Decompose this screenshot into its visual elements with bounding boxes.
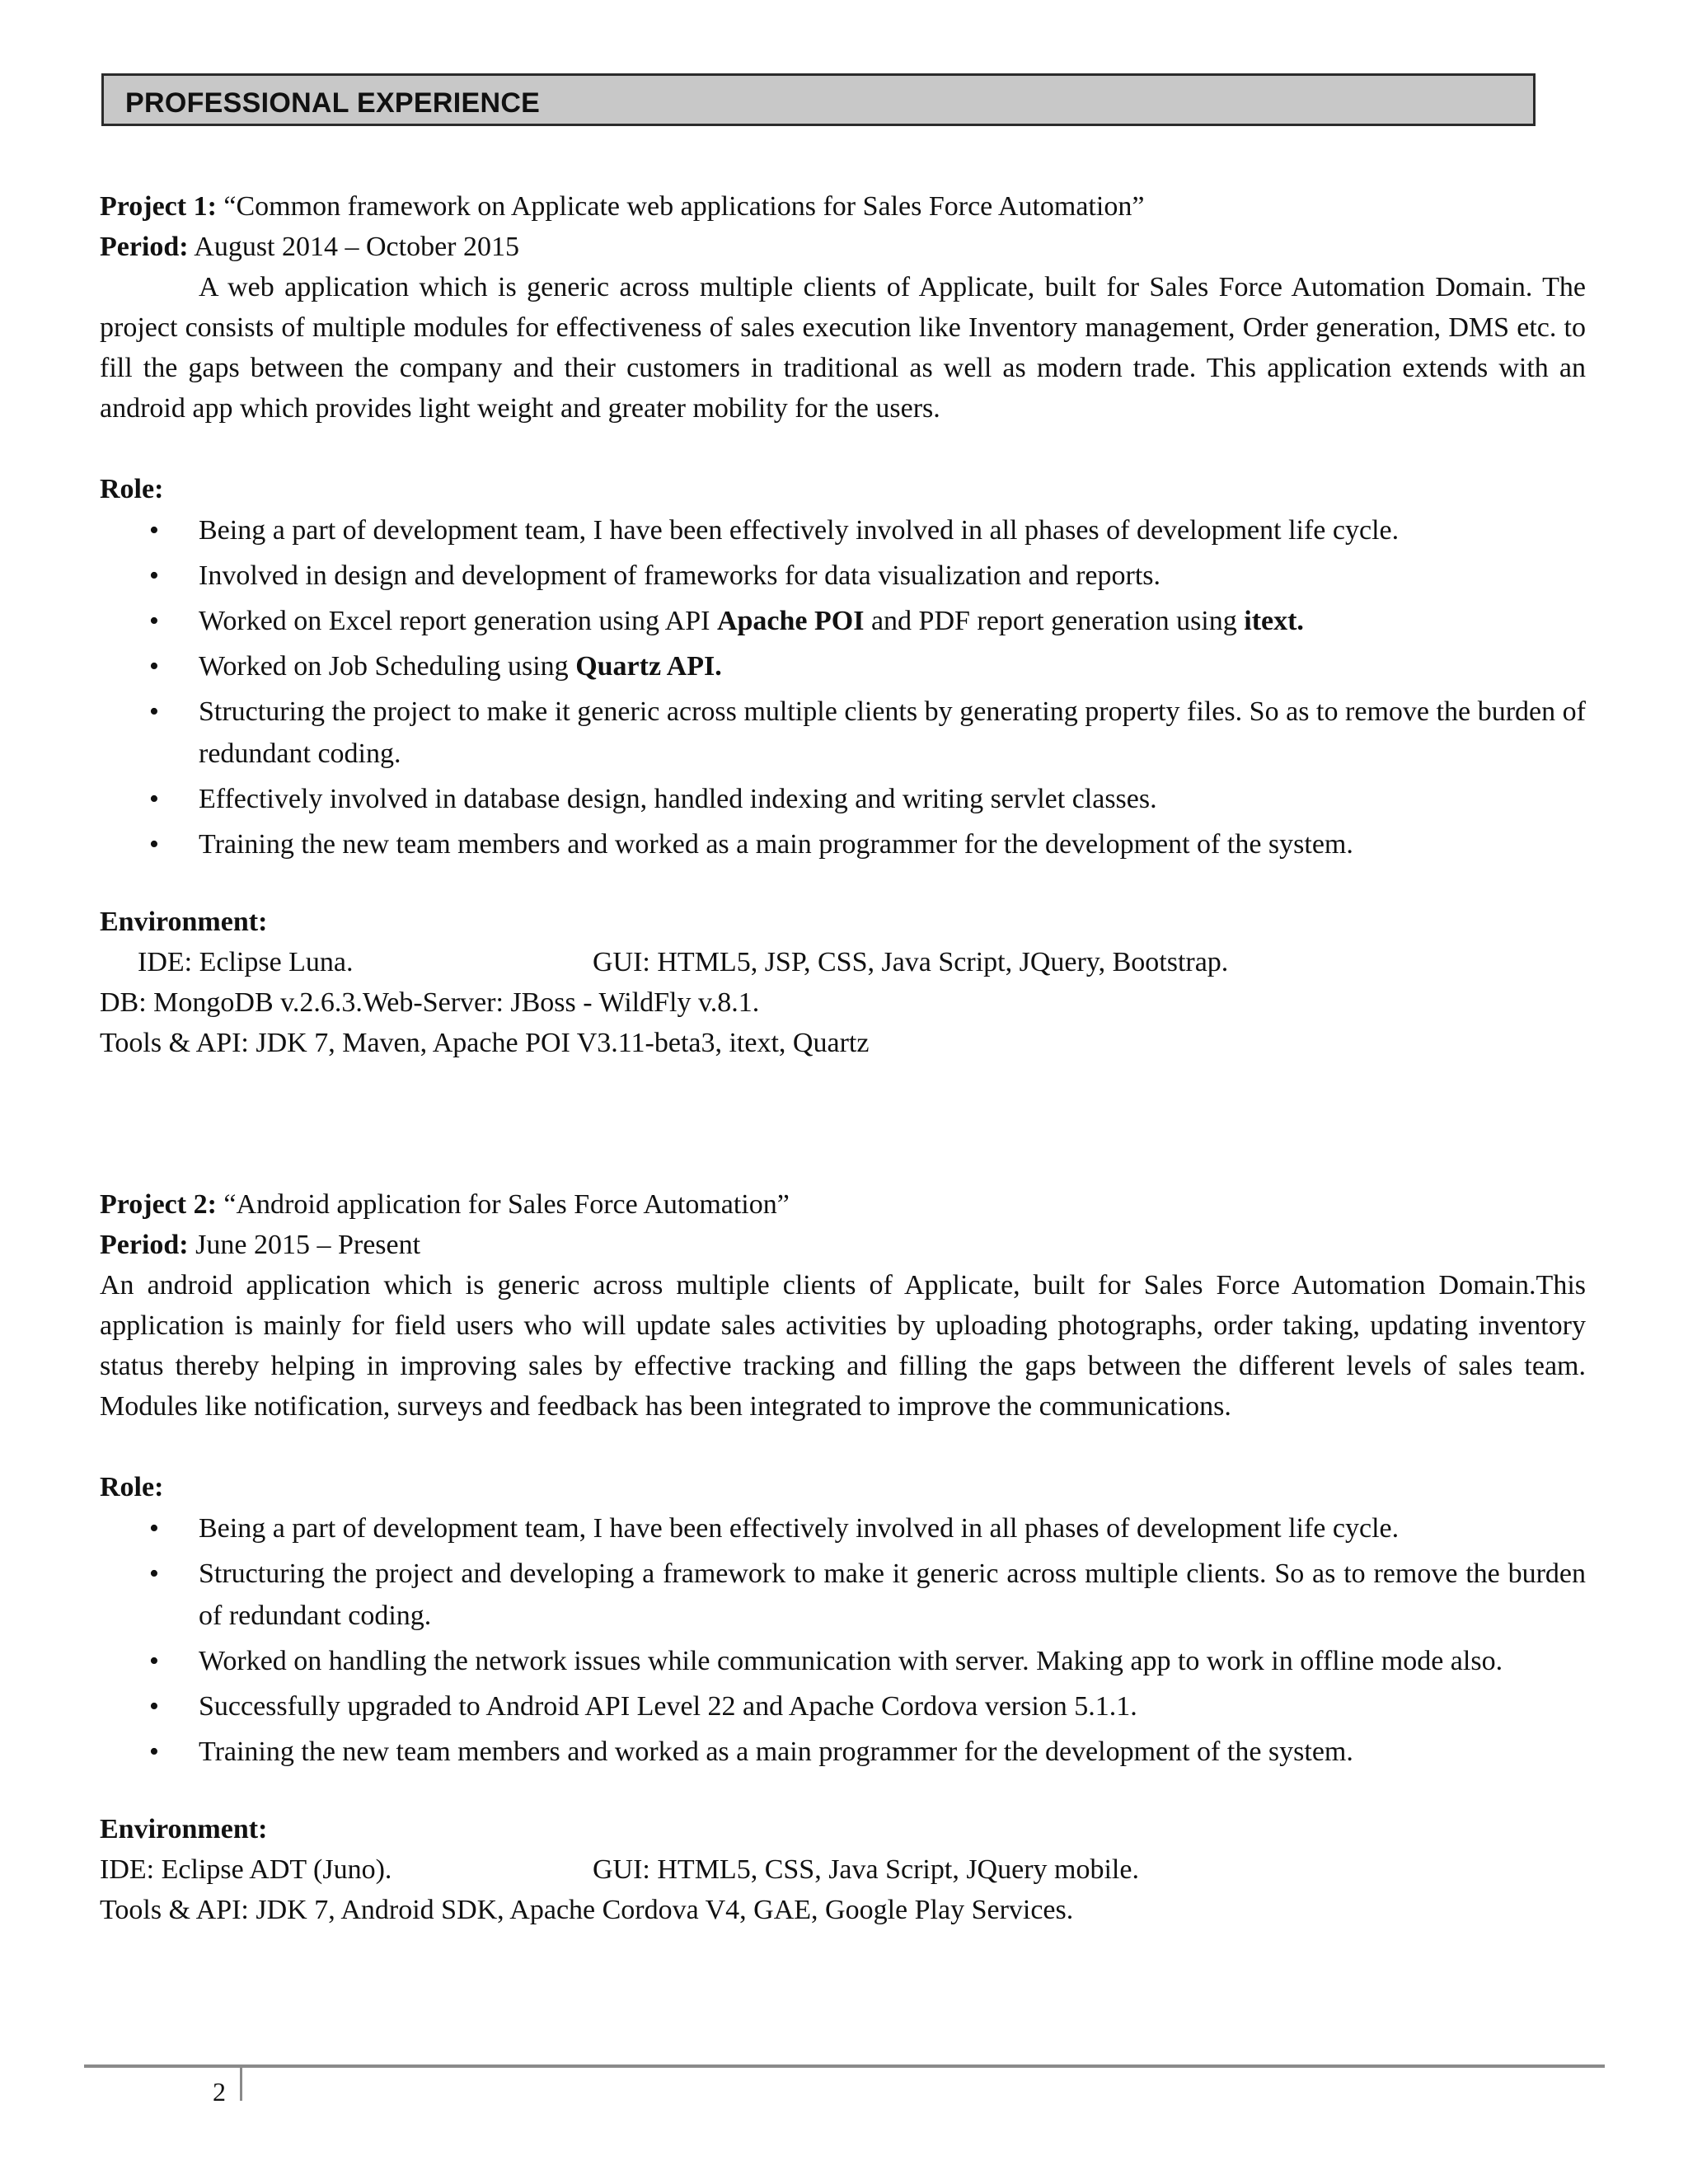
environment-ide: IDE: Eclipse ADT (Juno).: [100, 1854, 392, 1885]
role-item: • Involved in design and development of frameworks for data visualization and reports.: [199, 555, 1586, 597]
section-header: [101, 73, 1536, 126]
role-heading: Role:: [100, 1472, 164, 1502]
role-item: • Structuring the project and developing a framework to make it generic across multiple clients. So as to remove the burden of redundant coding.: [199, 1553, 1586, 1637]
page-number: 2: [213, 2077, 226, 2107]
role-item: • Being a part of development team, I have been effectively involved in all phases of development life cycle.: [199, 509, 1586, 551]
project-period-line: [100, 1225, 1586, 1265]
role-item: • Training the new team members and worked as a main programmer for the development of the system.: [199, 823, 1586, 865]
period-label: Period:: [100, 1230, 189, 1260]
role-item: • Worked on handling the network issues while communication with server. Making app to work in offline mode also.: [199, 1640, 1586, 1682]
project-1: [100, 186, 1586, 1063]
project-2: [100, 1184, 1586, 1930]
tech-highlight: Apache POI: [716, 606, 865, 636]
environment-row: [100, 1849, 1586, 1890]
project-title-line: [100, 186, 1586, 227]
role-item: • Worked on Job Scheduling using Quartz API.: [199, 645, 1586, 687]
project-title-line: [100, 1184, 1586, 1225]
role-item: • Worked on Excel report generation using API Apache POI and PDF report generation using itext.: [199, 600, 1586, 642]
page-number-divider: [240, 2068, 242, 2101]
project-label: Project 2:: [100, 1189, 217, 1220]
environment-heading: Environment:: [100, 1814, 268, 1844]
environment-row: [100, 942, 1586, 982]
footer-rule: [84, 2064, 1605, 2068]
role-item: • Structuring the project to make it generic across multiple clients by generating property files. So as to remove the burden of redundant coding.: [199, 691, 1586, 775]
tech-highlight: Quartz API.: [575, 651, 722, 682]
role-list: [100, 509, 1586, 865]
role-item: • Being a part of development team, I have been effectively involved in all phases of development life cycle.: [199, 1507, 1586, 1549]
role-item: • Training the new team members and worked as a main programmer for the development of the system.: [199, 1731, 1586, 1773]
page-content: [100, 186, 1586, 1930]
environment-db: DB: MongoDB v.2.6.3.Web-Server: JBoss - WildFly v.8.1.: [100, 987, 760, 1018]
role-item: • Successfully upgraded to Android API Level 22 and Apache Cordova version 5.1.1.: [199, 1685, 1586, 1727]
project-description: A web application which is generic across multiple clients of Applicate, built for Sales Force Automation Domain. The project consists of multiple modules for effectiveness of sales execution like Inventory management, Order generation, DMS etc. to fill the gaps between the company and their customers in traditional as well as modern trade. This application extends with an android app which provides light weight and greater mobility for the users.: [100, 272, 1586, 424]
project-period-line: [100, 227, 1586, 267]
project-label: Project 1:: [100, 191, 217, 222]
environment-heading: Environment:: [100, 907, 268, 937]
environment-tools: Tools & API: JDK 7, Android SDK, Apache Cordova V4, GAE, Google Play Services.: [100, 1895, 1074, 1925]
environment-tools: Tools & API: JDK 7, Maven, Apache POI V3.11-beta3, itext, Quartz: [100, 1028, 870, 1058]
role-item: • Effectively involved in database design, handled indexing and writing servlet classes.: [199, 778, 1586, 820]
period-label: Period:: [100, 232, 189, 262]
tech-highlight: itext.: [1244, 606, 1304, 636]
project-name: “Android application for Sales Force Automation”: [223, 1189, 790, 1220]
role-heading: Role:: [100, 474, 164, 504]
project-description: An android application which is generic across multiple clients of Applicate, built for Sales Force Automation Domain.This application is mainly for field users who will update sales activities by uploading photographs, order taking, updating inventory status thereby helping in improving sales by effective tracking and filling the gaps between the different levels of sales team. Modules like notification, surveys and feedback has been integrated to improve the communications.: [100, 1270, 1586, 1422]
section-title: PROFESSIONAL EXPERIENCE: [125, 87, 541, 119]
environment-gui: GUI: HTML5, JSP, CSS, Java Script, JQuery, Bootstrap.: [593, 947, 1229, 977]
project-name: “Common framework on Applicate web applications for Sales Force Automation”: [223, 191, 1145, 222]
role-list: [100, 1507, 1586, 1773]
project-period: June 2015 – Present: [195, 1230, 421, 1260]
environment-ide: IDE: Eclipse Luna.: [138, 947, 354, 977]
environment-gui: GUI: HTML5, CSS, Java Script, JQuery mobile.: [593, 1854, 1139, 1885]
project-period: August 2014 – October 2015: [194, 232, 520, 262]
